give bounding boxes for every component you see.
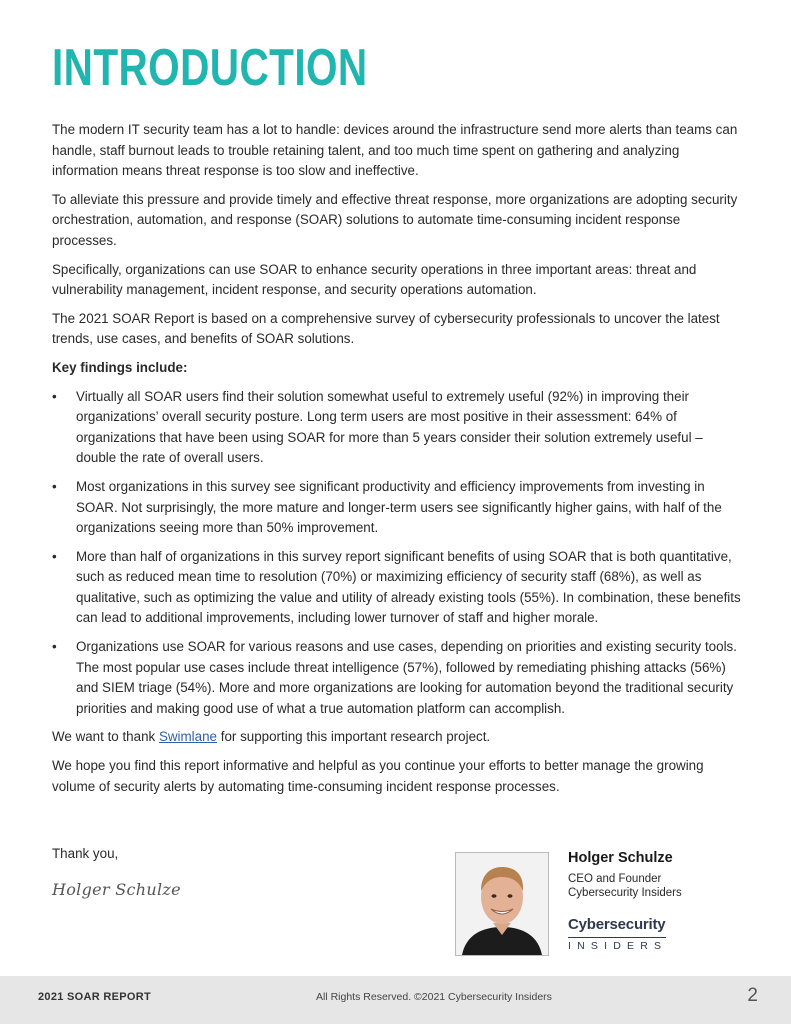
- bullet-icon: •: [52, 639, 57, 655]
- intro-paragraph-3: Specifically, organizations can use SOAR to enhance security operations in three important areas: threat and vulnerability management, incident response, and security operations automation.: [52, 261, 697, 298]
- footer-report-title: 2021 SOAR REPORT: [38, 991, 152, 1003]
- thanks-text-after: for supporting this important research project.: [217, 729, 491, 745]
- key-findings-list: [52, 387, 742, 720]
- company-logo-subtitle: INSIDERS: [568, 940, 668, 952]
- signoff: Thank you,: [52, 846, 119, 861]
- page-number: 2: [747, 985, 758, 1006]
- portrait-image: [456, 853, 548, 955]
- bullet-icon: •: [52, 548, 57, 564]
- closing-paragraph: We hope you find this report informative and helpful as you continue your efforts to better manage the growing volume of security alerts by automating time-consuming incident response processes.: [52, 758, 704, 794]
- finding-text: Most organizations in this survey see significant productivity and efficiency improvements from investing in SOAR. Not surprisingly, the more mature and longer-term users see significantly higher gains, with half of the organizations seeing more than 50% improvement.: [76, 478, 722, 536]
- intro-paragraph-1: The modern IT security team has a lot to handle: devices around the infrastructure send more alerts than teams can handle, staff burnout leads to trouble retaining talent, and too much time spent on gathering and analyzing information means threat response is too slow and ineffective.: [52, 122, 738, 179]
- company-logo-wordmark: Cybersecurity: [568, 916, 666, 933]
- bullet-icon: •: [52, 388, 57, 404]
- author-role: CEO and Founder: [568, 873, 662, 885]
- finding-text: More than half of organizations in this survey report significant benefits of using SOAR that is both quantitative, such as reduced mean time to resolution (70%) or maximizing efficiency of security staff (68%), as well as qualitative, such as optimizing the value and utility of already existing tools (55%). In combination, these benefits can lead to additional improvements, including lower turnover of staff and higher morale.: [76, 548, 741, 626]
- finding-item: [52, 387, 742, 469]
- intro-paragraph-2: To alleviate this pressure and provide timely and effective threat response, more organizations are adopting security orchestration, automation, and response (SOAR) solutions to automate time-consuming incident response processes.: [52, 191, 738, 248]
- footer-copyright: All Rights Reserved. ©2021 Cybersecurity Insiders: [316, 991, 552, 1003]
- author-photo: [455, 852, 549, 956]
- handwritten-signature: Holger Schulze: [52, 880, 181, 899]
- finding-item: [52, 477, 742, 539]
- thanks-sponsor-paragraph: [52, 727, 742, 748]
- bullet-icon: •: [52, 478, 57, 494]
- thanks-text-before: We want to thank: [52, 729, 159, 745]
- page-footer: [0, 976, 791, 1024]
- logo-divider: [568, 937, 666, 938]
- finding-text: Organizations use SOAR for various reasons and use cases, depending on priorities and existing security tools. The most popular use cases include threat intelligence (57%), followed by remediating phishing attacks (56%) and SIEM triage (54%). More and more organizations are looking for automation beyond the traditional security priorities and making good use of what a true automation platform can accomplish.: [76, 639, 737, 716]
- intro-paragraph-4: The 2021 SOAR Report is based on a comprehensive survey of cybersecurity professionals to uncover the latest trends, use cases, and benefits of SOAR solutions.: [52, 310, 720, 347]
- finding-item: [52, 547, 742, 629]
- finding-text: Virtually all SOAR users find their solution somewhat useful to extremely useful (92%) in improving their organizations’ overall security posture. Long term users are most positive in their assessment: 64% of organizations that have been using SOAR for more than 5 years consider their solution extremely useful – double the rate of overall users.: [76, 388, 703, 466]
- swimlane-link[interactable]: Swimlane: [158, 729, 217, 745]
- key-findings-heading: Key findings include:: [52, 359, 188, 375]
- page-title: INTRODUCTION: [52, 39, 368, 97]
- main-content: [52, 120, 742, 805]
- author-organization: Cybersecurity Insiders: [568, 887, 682, 899]
- finding-item: [52, 637, 742, 719]
- author-name: Holger Schulze: [568, 850, 673, 866]
